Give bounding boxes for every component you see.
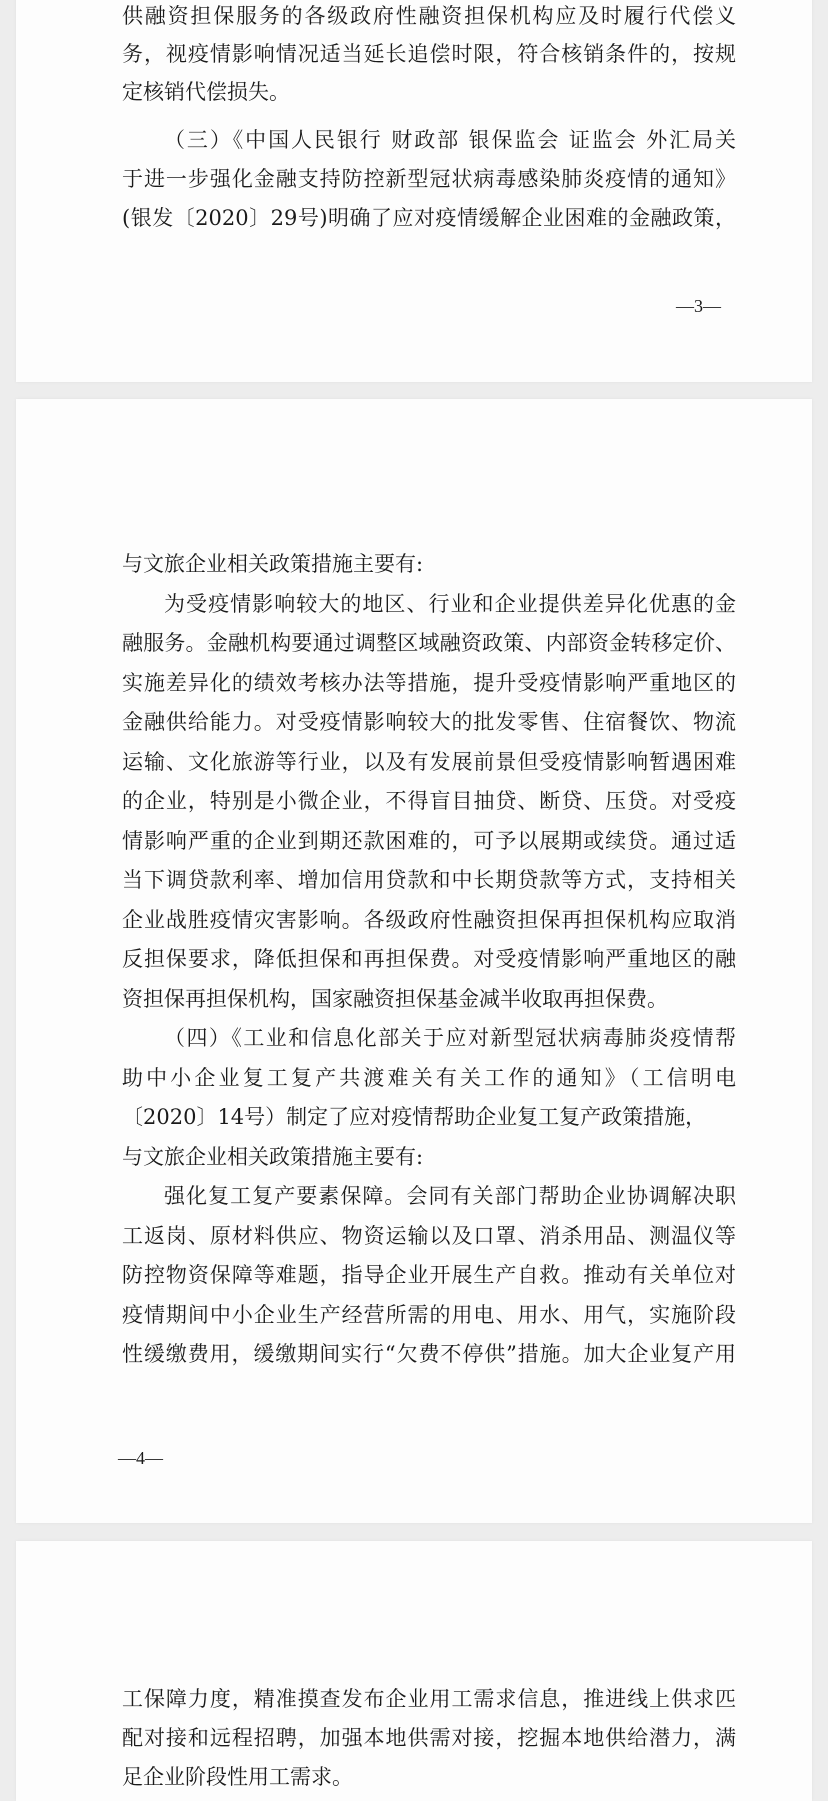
text-line: 强化复工复产要素保障。会同有关部门帮助企业协调解决职 <box>164 1184 736 1208</box>
text-line: 与文旅企业相关政策措施主要有: <box>122 1145 424 1169</box>
text-line: 定核销代偿损失。 <box>122 80 290 104</box>
document-page-3 <box>16 0 812 382</box>
text-line: (银发〔2020〕29号)明确了应对疫情缓解企业困难的金融政策， <box>122 206 736 230</box>
text-line: 运输、文化旅游等行业，以及有发展前景但受疫情影响暂遇困难 <box>122 750 736 774</box>
page-number: —4— <box>118 1448 163 1468</box>
text-line: 为受疫情影响较大的地区、行业和企业提供差异化优惠的金 <box>164 592 736 616</box>
text-line: 反担保要求，降低担保和再担保费。对受疫情影响严重地区的融 <box>122 947 736 971</box>
text-line: 的企业，特别是小微企业，不得盲目抽贷、断贷、压贷。对受疫 <box>122 789 736 813</box>
text-line: 资担保再担保机构，国家融资担保基金减半收取再担保费。 <box>122 987 668 1011</box>
text-line: 供融资担保服务的各级政府性融资担保机构应及时履行代偿义 <box>122 4 736 28</box>
text-line: 实施差异化的绩效考核办法等措施，提升受疫情影响严重地区的 <box>122 671 736 695</box>
document-page-5 <box>16 1541 812 1801</box>
text-line: 当下调贷款利率、增加信用贷款和中长期贷款等方式，支持相关 <box>122 868 736 892</box>
text-line: 疫情期间中小企业生产经营所需的用电、用水、用气，实施阶段 <box>122 1303 736 1327</box>
text-line: 〔2020〕14号）制定了应对疫情帮助企业复工复产政策措施， <box>122 1105 707 1129</box>
text-line: 足企业阶段性用工需求。 <box>122 1765 353 1789</box>
text-line: （四）《工业和信息化部关于应对新型冠状病毒肺炎疫情帮 <box>164 1026 736 1050</box>
text-line: 工返岗、原材料供应、物资运输以及口罩、消杀用品、测温仪等 <box>122 1224 736 1248</box>
text-line: 融服务。金融机构要通过调整区域融资政策、内部资金转移定价、 <box>122 631 736 655</box>
text-line: 配对接和远程招聘，加强本地供需对接，挖掘本地供给潜力，满 <box>122 1726 736 1750</box>
text-line: 防控物资保障等难题，指导企业开展生产自救。推动有关单位对 <box>122 1263 736 1287</box>
text-line: 企业战胜疫情灾害影响。各级政府性融资担保再担保机构应取消 <box>122 908 736 932</box>
text-line: 于进一步强化金融支持防控新型冠状病毒感染肺炎疫情的通知》 <box>122 167 736 191</box>
text-line: 情影响严重的企业到期还款困难的，可予以展期或续贷。通过适 <box>122 829 736 853</box>
text-line: 与文旅企业相关政策措施主要有: <box>122 552 424 576</box>
text-line: 务，视疫情影响情况适当延长追偿时限，符合核销条件的，按规 <box>122 42 736 66</box>
text-line: （三）《中国人民银行 财政部 银保监会 证监会 外汇局关 <box>164 128 736 152</box>
text-line: 性缓缴费用，缓缴期间实行“欠费不停供”措施。加大企业复产用 <box>122 1342 736 1366</box>
document-page-4 <box>16 399 812 1523</box>
text-line: 助中小企业复工复产共渡难关有关工作的通知》（工信明电 <box>122 1066 736 1090</box>
text-line: 金融供给能力。对受疫情影响较大的批发零售、住宿餐饮、物流 <box>122 710 736 734</box>
page-number: —3— <box>676 296 721 316</box>
text-line: 工保障力度，精准摸查发布企业用工需求信息，推进线上供求匹 <box>122 1687 736 1711</box>
